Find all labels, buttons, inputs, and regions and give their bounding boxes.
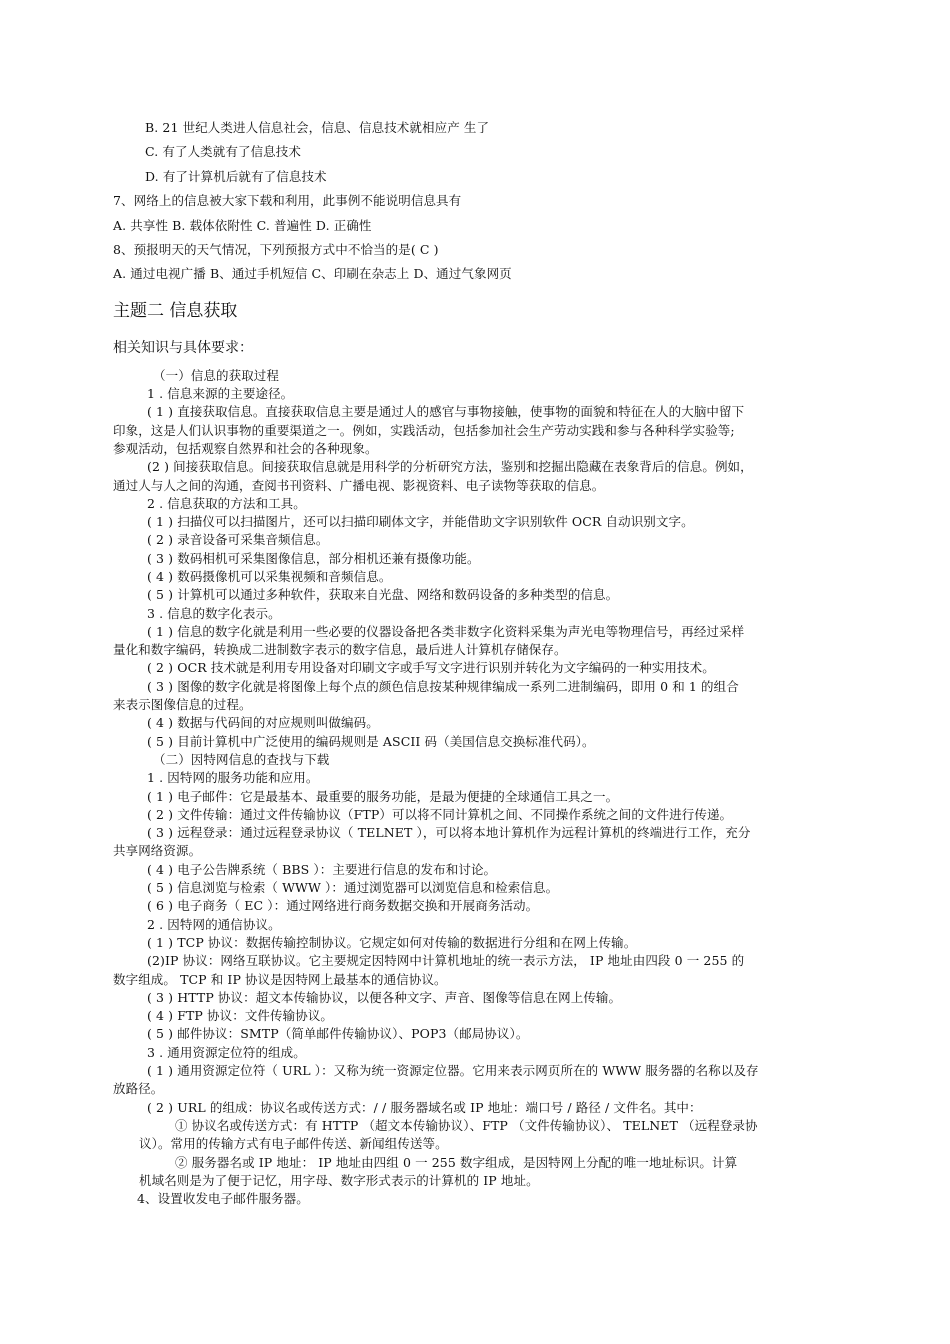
content-line: （一）信息的获取过程 xyxy=(153,367,280,383)
content-line: ( 2 ) 录音设备可采集音频信息。 xyxy=(147,532,329,548)
content-line: ( 1 ) 通用资源定位符（ URL ）：又称为统一资源定位器。它用来表示网页所在的 WWW 服务器的名称以及存 xyxy=(147,1063,759,1079)
content-line: ( 3 ) 数码相机可采集图像信息，部分相机还兼有摄像功能。 xyxy=(147,550,480,566)
content-line: ( 1 ) 扫描仪可以扫描图片，还可以扫描印刷体文字，并能借助文字识别软件 OCR 自动识别文字。 xyxy=(147,514,694,530)
content-line: ( 3 ) 远程登录：通过远程登录协议（ TELNET ），可以将本地计算机作为远程计算机的终端进行工作，充分 xyxy=(147,825,751,841)
content-line: ( 3 ) 图像的数字化就是将图像上每个点的颜色信息按某种规律编成一系列二进制编码，即用 0 和 1 的组合 xyxy=(147,678,739,694)
content-line: ( 5 ) 邮件协议：SMTP（简单邮件传输协议）、POP3（邮局协议）。 xyxy=(147,1026,529,1042)
content-line: 2 . 信息获取的方法和工具。 xyxy=(147,495,306,511)
content-line: ( 1 ) 信息的数字化就是利用一些必要的仪器设备把各类非数字化资料采集为声光电等物理信号，再经过采样 xyxy=(147,623,745,639)
content-line: 议）。常用的传输方式有电子邮件传送、新闻组传送等。 xyxy=(139,1136,448,1152)
content-line: 1 . 信息来源的主要途径。 xyxy=(147,386,294,402)
question-6-option-b: B. 21 世纪人类进人信息社会，信息、信息技术就相应产 生了 xyxy=(145,120,490,135)
content-line: (2)IP 协议：网络互联协议。它主要规定因特网中计算机地址的统一表示方法， IP 地址由四段 0 一 255 的 xyxy=(147,953,745,969)
content-line: ( 4 ) FTP 协议：文件传输协议。 xyxy=(147,1008,334,1024)
content-line: ( 2 ) URL 的组成：协议名或传送方式：/ / 服务器域名或 IP 地址：端口号 / 路径 / 文件名。其中： xyxy=(147,1099,702,1115)
content-line: ( 5 ) 信息浏览与检索（ WWW ）：通过浏览器可以浏览信息和检索信息。 xyxy=(147,880,559,896)
question-7-options: A. 共享性 B. 载体依附性 C. 普遍性 D. 正确性 xyxy=(113,217,372,233)
content-line: 印象，这是人们认识事物的重要渠道之一。例如，实践活动，包括参加社会生产劳动实践和参与各种科学实验等; xyxy=(113,422,735,438)
content-line: ( 3 ) HTTP 协议：超文本传输协议，以便各种文字、声音、图像等信息在网上传输。 xyxy=(147,989,622,1005)
content-line: ① 协议名或传送方式：有 HTTP （超文本传输协议）、FTP （文件传输协议）、 TELNET （远程登录协 xyxy=(175,1117,758,1133)
content-line: ( 6 ) 电子商务（ EC ）：通过网络进行商务数据交换和开展商务活动。 xyxy=(147,898,539,914)
content-line: 4、设置收发电子邮件服务器。 xyxy=(137,1191,309,1207)
content-line: ( 5 ) 目前计算机中广泛使用的编码规则是 ASCII 码（美国信息交换标准代码）。 xyxy=(147,733,595,749)
content-line: 来表示图像信息的过程。 xyxy=(113,697,252,713)
content-line: ( 5 ) 计算机可以通过多种软件，获取来自光盘、网络和数码设备的多种类型的信息。 xyxy=(147,587,619,603)
content-line: 3 . 通用资源定位符的组成。 xyxy=(147,1044,306,1060)
section-subtitle: 相关知识与具体要求： xyxy=(113,339,253,356)
question-6-option-c: C. 有了人类就有了信息技术 xyxy=(145,144,301,160)
content-line: 1 . 因特网的服务功能和应用。 xyxy=(147,770,319,786)
content-line: (2 ) 间接获取信息。间接获取信息就是用科学的分析研究方法，鉴别和挖掘出隐藏在表象背后的信息。例如， xyxy=(147,459,753,475)
content-line: 放路径。 xyxy=(113,1081,164,1097)
content-line: 通过人与人之间的沟通，查阅书刊资料、广播电视、影视资料、电子读物等获取的信息。 xyxy=(113,477,605,493)
content-line: （二）因特网信息的查找与下载 xyxy=(153,751,330,767)
content-line: ( 2 ) 文件传输：通过文件传输协议（FTP）可以将不同计算机之间、不同操作系统之间的文件进行传递。 xyxy=(147,806,733,822)
question-8-options: A. 通过电视广播 B、通过手机短信 C、印刷在杂志上 D、通过气象网页 xyxy=(113,266,512,282)
knowledge-content xyxy=(113,367,839,1209)
content-line: ( 1 ) 直接获取信息。直接获取信息主要是通过人的感官与事物接触，使事物的面貌和特征在人的大脑中留下 xyxy=(147,404,745,420)
content-line: 3 . 信息的数字化表示。 xyxy=(147,605,281,621)
content-line: 机域名则是为了便于记忆，用字母、数字形式表示的计算机的 IP 地址。 xyxy=(139,1172,539,1188)
content-line: 共享网络资源。 xyxy=(113,843,202,859)
question-7: 7、网络上的信息被大家下载和利用，此事例不能说明信息具有 xyxy=(113,193,462,209)
content-line: 2 . 因特网的通信协议。 xyxy=(147,916,281,932)
content-line: 数字组成。 TCP 和 IP 协议是因特网上最基本的通信协议。 xyxy=(113,971,447,987)
content-line: ( 4 ) 电子公告牌系统（ BBS ）：主要进行信息的发布和讨论。 xyxy=(147,861,497,877)
content-line: ( 4 ) 数码摄像机可以采集视频和音频信息。 xyxy=(147,569,392,584)
section-title: 主题二 信息获取 xyxy=(113,300,238,321)
content-line: ( 1 ) TCP 协议：数据传输控制协议。它规定如何对传输的数据进行分组和在网上传输。 xyxy=(147,934,637,950)
question-8: 8、预报明天的天气情况，下列预报方式中不恰当的是( C ) xyxy=(113,241,439,257)
question-6-option-d: D. 有了计算机后就有了信息技术 xyxy=(145,168,327,184)
content-line: ( 2 ) OCR 技术就是利用专用设备对印刷文字或手写文字进行识别并转化为文字编码的一种实用技术。 xyxy=(147,660,715,676)
content-line: ② 服务器名或 IP 地址： IP 地址由四组 0 一 255 数字组成，是因特网上分配的唯一地址标识。计算 xyxy=(175,1154,738,1170)
document-body xyxy=(113,118,839,1208)
content-line: ( 4 ) 数据与代码间的对应规则叫做编码。 xyxy=(147,715,379,731)
content-line: ( 1 ) 电子邮件：它是最基本、最重要的服务功能，是最为便捷的全球通信工具之一。 xyxy=(147,788,619,804)
content-line: 参观活动，包括观察自然界和社会的各种现象。 xyxy=(113,440,378,456)
content-line: 量化和数字编码，转换成二进制数字表示的数字信息，最后进人计算机存储保存。 xyxy=(113,642,567,658)
